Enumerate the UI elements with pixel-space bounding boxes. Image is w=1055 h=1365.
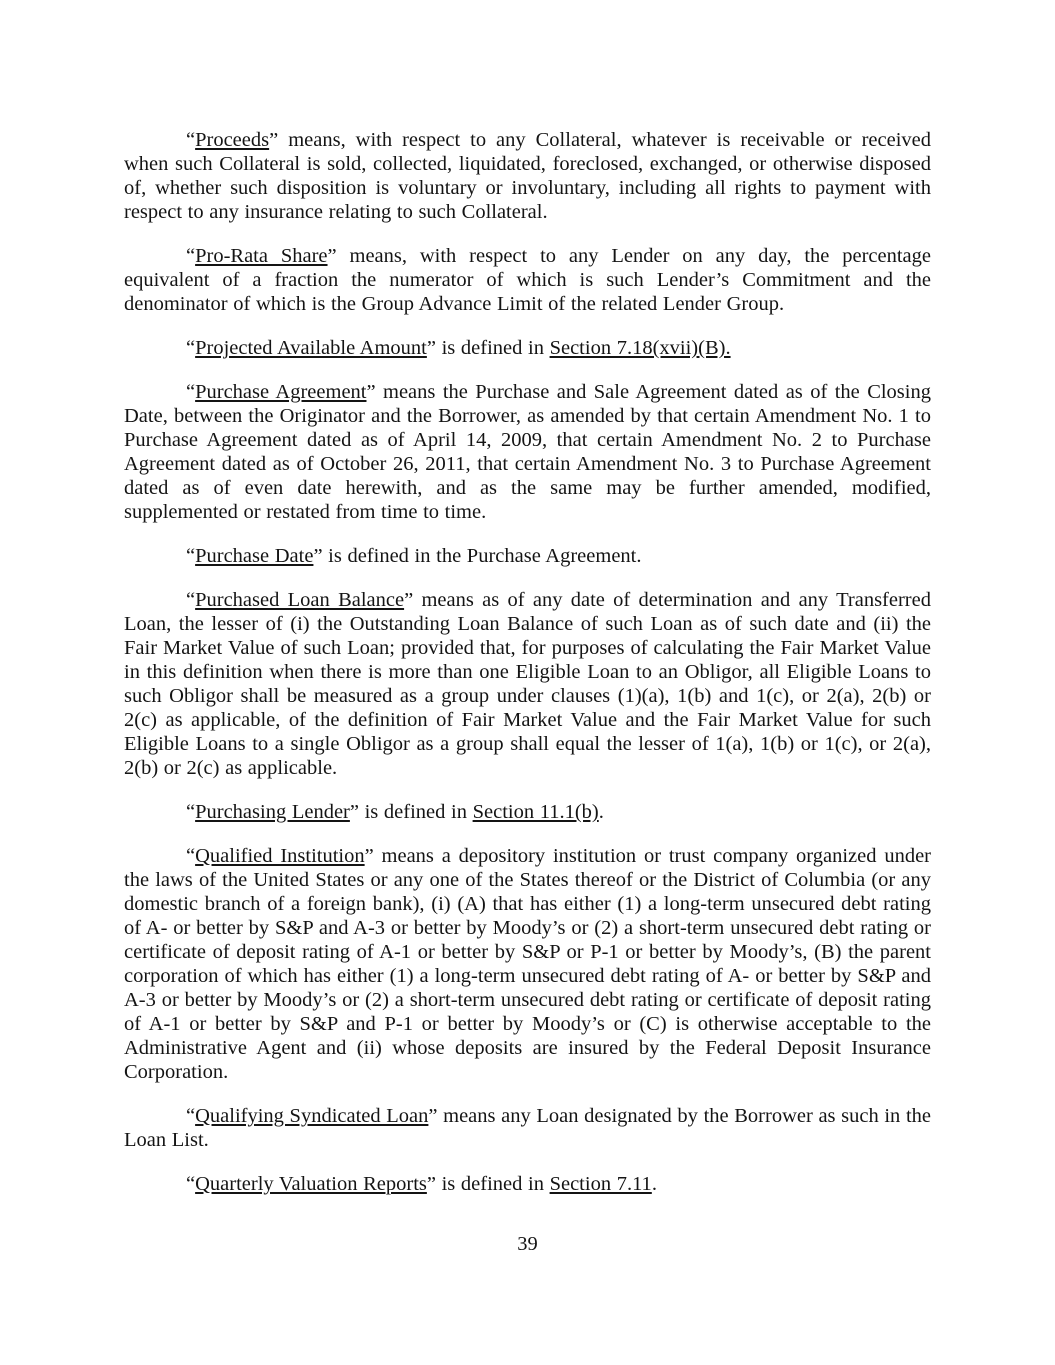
text-run: .: [598, 801, 604, 823]
defined-term: Quarterly Valuation Reports: [195, 1173, 427, 1195]
defined-term: Purchase Date: [195, 545, 314, 567]
text-run: “: [186, 1173, 196, 1195]
paragraph-quarterly-valuation-reports: [124, 1172, 931, 1196]
text-run: “: [186, 845, 196, 867]
defined-term: Purchasing Lender: [195, 801, 350, 823]
page-number: 39: [517, 1233, 538, 1255]
paragraph-purchase-agreement: [124, 380, 931, 524]
section-reference: Section 11.1(b): [472, 801, 599, 823]
paragraph-qualified-institution: [124, 844, 931, 1084]
text-run: “: [186, 129, 196, 151]
paragraph-proceeds: [124, 128, 931, 224]
text-run: “: [186, 545, 196, 567]
text-run: ” means a depository institution or trust company organized under the laws of the United States or any one of the States thereof or the District of Columbia (or any domestic branch of a foreign bank), (i) (A) that has either (1) a long-term unsecured debt rating of A- or better by S&P and A-3 or better by Moody’s or (2) a short-term unsecured debt rating or certificate of deposit rating of A-1 or better by S&P or P-1 or better by Moody’s, (B) the parent corporation of which has either (1) a long-term unsecured debt rating of A- or better by S&P and A-3 or better by Moody’s or (2) a short-term unsecured debt rating or certificate of deposit rating of A-1 or better by S&P and P-1 or better by Moody’s or (C) is otherwise acceptable to the Administrative Agent and (ii) whose deposits are insured by the Federal Deposit Insurance Corporation.: [124, 845, 931, 1083]
defined-term: Qualified Institution: [195, 845, 365, 867]
text-run: ” means as of any date of determination and any Transferred Loan, the lesser of (i) the Outstanding Loan Balance of such Loan as of such date and (ii) the Fair Market Value of such Loan; provided that, for purposes of calculating the Fair Market Value in this definition when there is more than one Eligible Loan to an Obligor, all Eligible Loans to such Obligor shall be measured as a group under clauses (1)(a), 1(b) and 1(c), or 2(a), 2(b) or 2(c) as applicable, of the definition of Fair Market Value and the Fair Market Value for such Eligible Loans to a single Obligor as a group shall equal the lesser of 1(a), 1(b) or 1(c), or 2(a), 2(b) or 2(c) as applicable.: [124, 589, 931, 779]
text-run: ” means any Loan designated by the Borrower as such in the Loan List.: [124, 1105, 931, 1151]
defined-term: Purchase Agreement: [195, 381, 367, 403]
defined-term: Pro-Rata Share: [195, 245, 328, 267]
text-run: ” is defined in the Purchase Agreement.: [313, 545, 642, 567]
defined-term: Projected Available Amount: [195, 337, 427, 359]
text-run: .: [651, 1173, 657, 1195]
text-run: “: [186, 1105, 196, 1127]
text-run: ” means, with respect to any Collateral, whatever is receivable or received when such Collateral is sold, collected, liquidated, foreclosed, exchanged, or otherwise disposed of, whether such disposition is voluntary or involuntary, including all rights to payment with respect to any insurance relating to such Collateral.: [124, 129, 931, 223]
paragraph-qualifying-syndicated-loan: [124, 1104, 931, 1152]
paragraph-projected-available-amount: [124, 336, 931, 360]
text-run: “: [186, 381, 196, 403]
defined-term: Proceeds: [195, 129, 270, 151]
text-run: “: [186, 337, 196, 359]
paragraph-purchasing-lender: [124, 800, 931, 824]
paragraph-purchase-date: [124, 544, 931, 568]
paragraph-pro-rata-share: [124, 244, 931, 316]
document-body: [124, 128, 931, 1196]
section-reference: Section 7.11: [549, 1173, 652, 1195]
defined-term: Qualifying Syndicated Loan: [195, 1105, 429, 1127]
text-run: ” means the Purchase and Sale Agreement dated as of the Closing Date, between the Originator and the Borrower, as amended by that certain Amendment No. 1 to Purchase Agreement dated as of April 14, 2009, that certain Amendment No. 2 to Purchase Agreement dated as of October 26, 2011, that certain Amendment No. 3 to Purchase Agreement dated as of even date herewith, and as the same may be further amended, modified, supplemented or restated from time to time.: [124, 381, 931, 523]
text-run: “: [186, 245, 196, 267]
text-run: ” is defined in: [426, 1173, 550, 1195]
section-reference: Section 7.18(xvii)(B).: [549, 337, 731, 359]
text-run: ” is defined in: [349, 801, 473, 823]
text-run: “: [186, 589, 196, 611]
defined-term: Purchased Loan Balance: [195, 589, 405, 611]
text-run: ” means, with respect to any Lender on any day, the percentage equivalent of a fraction the numerator of which is such Lender’s Commitment and the denominator of which is the Group Advance Limit of the related Lender Group.: [124, 245, 932, 315]
text-run: “: [186, 801, 196, 823]
paragraph-purchased-loan-balance: [124, 588, 931, 780]
text-run: ” is defined in: [426, 337, 550, 359]
